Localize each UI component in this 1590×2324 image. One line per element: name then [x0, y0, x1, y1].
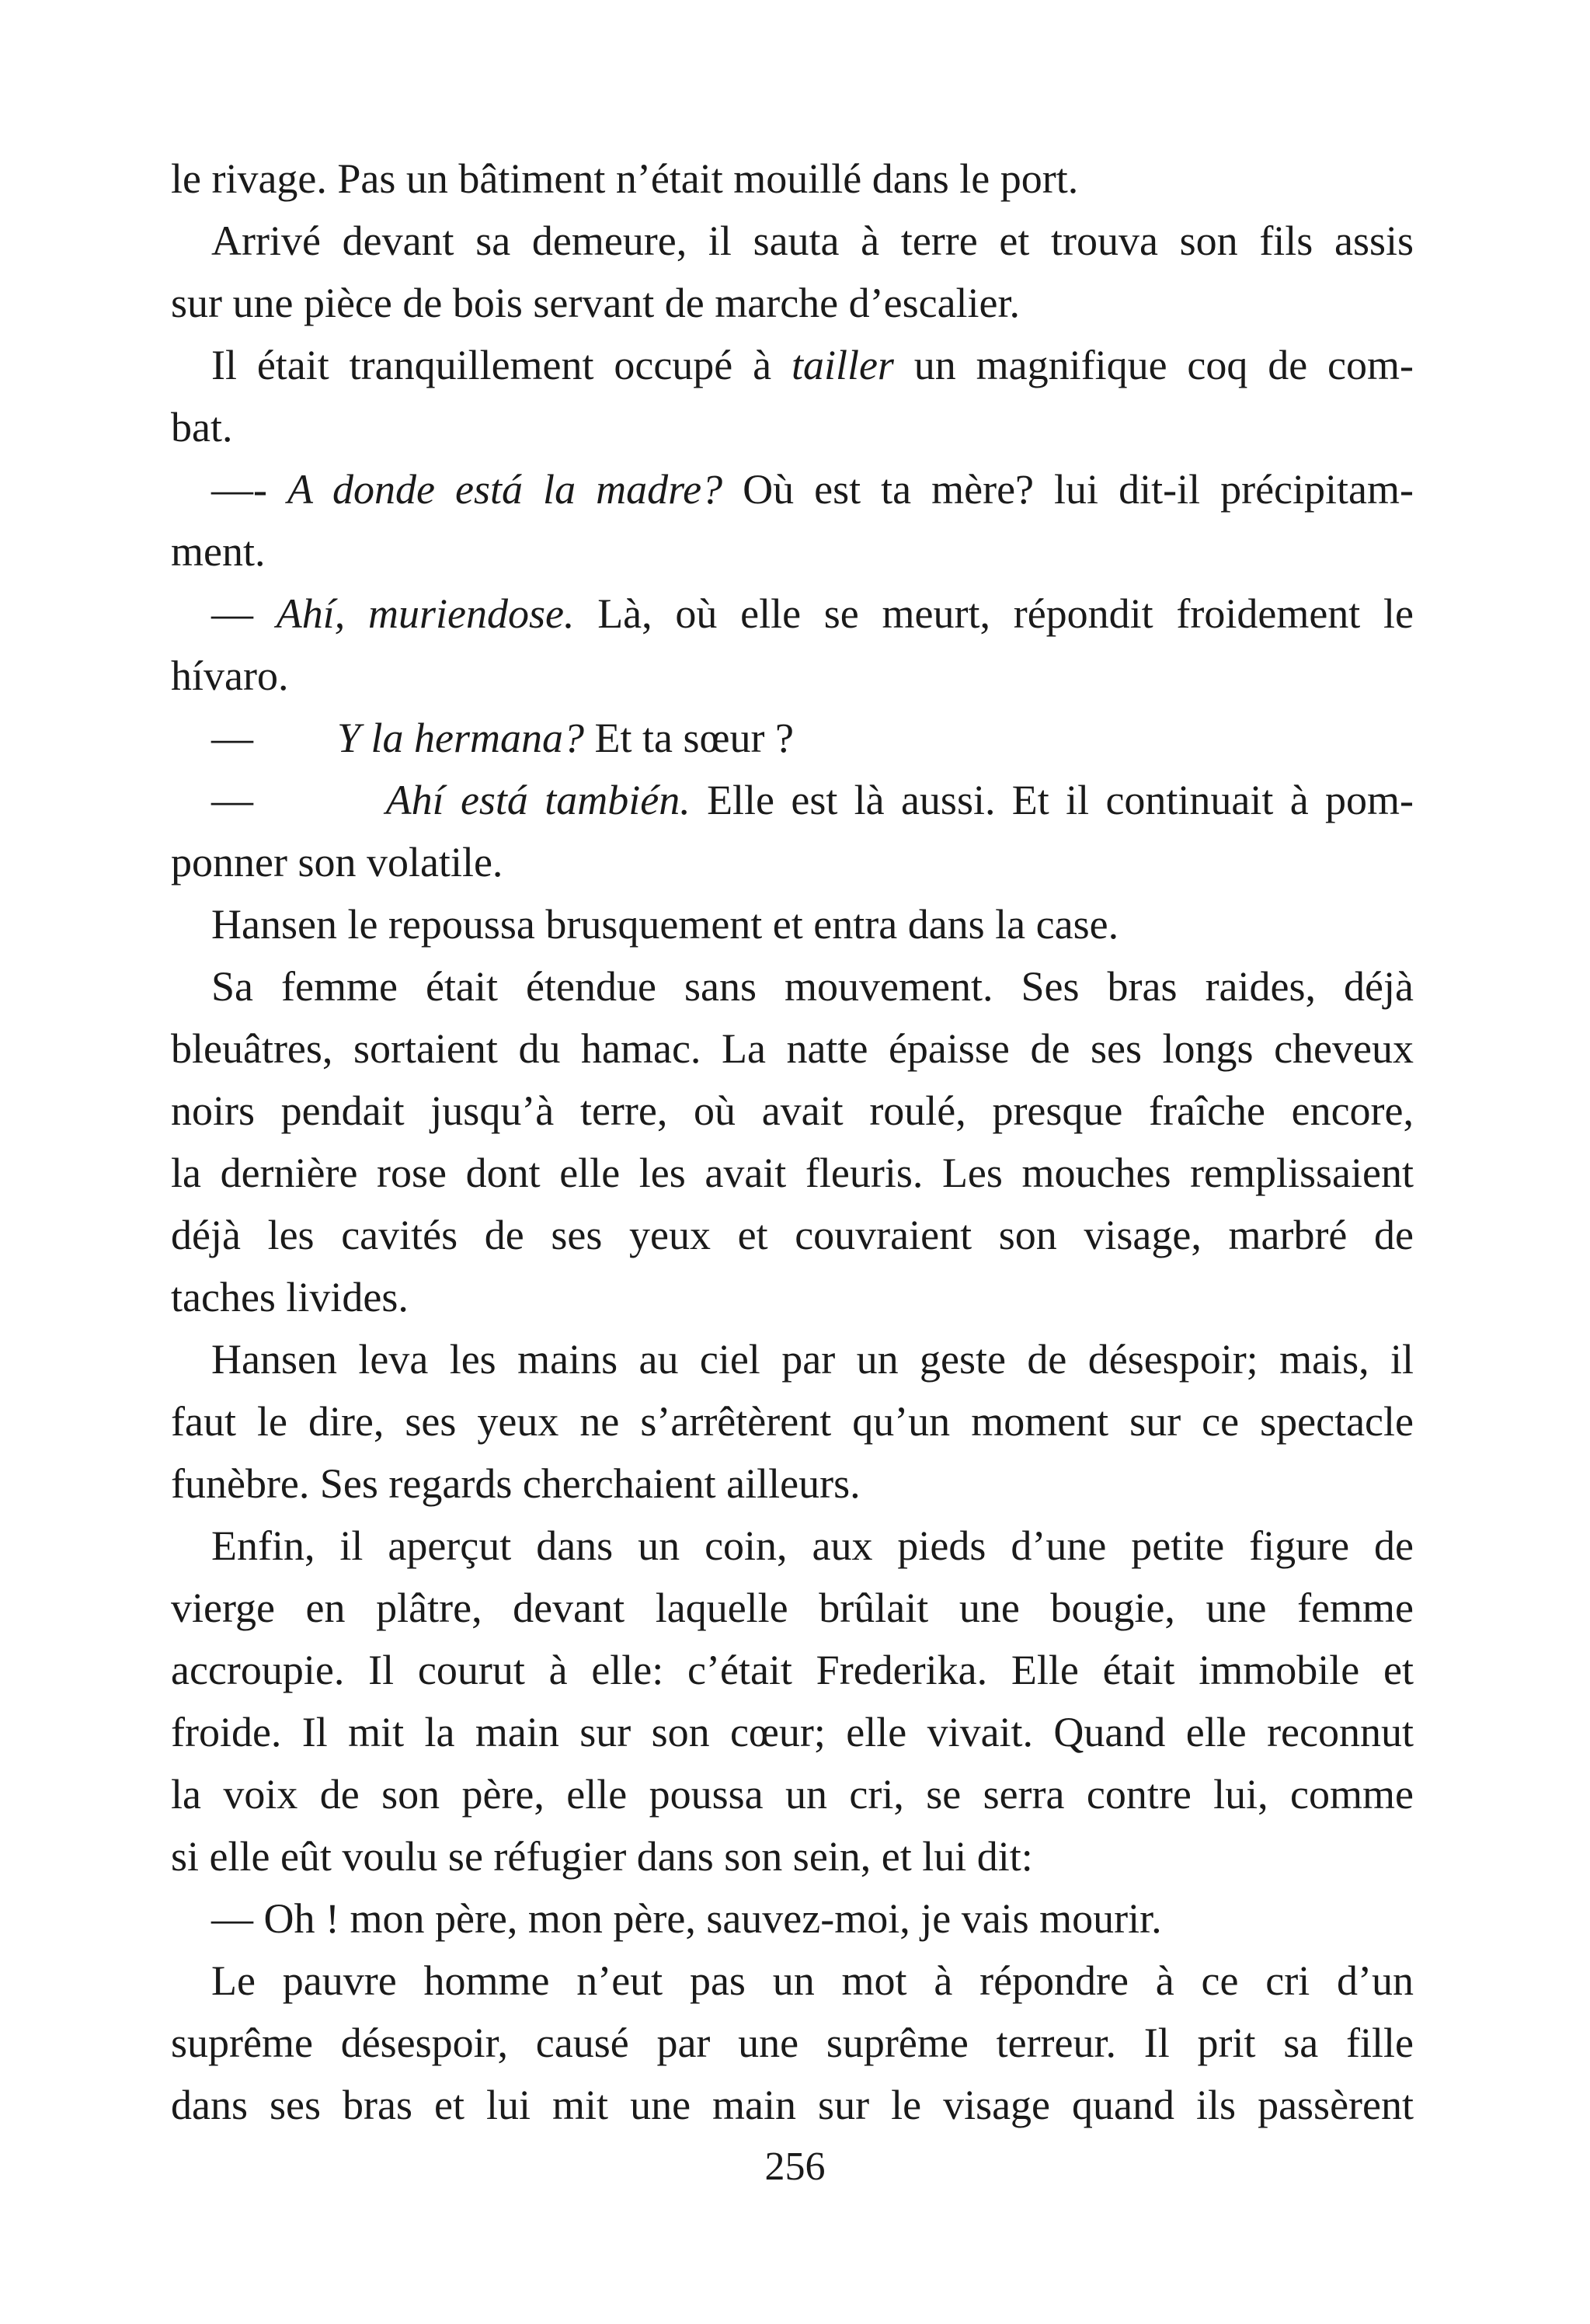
text-segment: Hansen leva les mains au ciel par un geste de désespoir; mais, il — [211, 1336, 1414, 1383]
text-segment: suprême désespoir, causé par une suprême terreur. Il prit sa fille — [171, 2020, 1414, 2066]
text-segment: Elle est là aussi. Et il continuait à pom- — [690, 777, 1414, 823]
text-segment: vierge en plâtre, devant laquelle brûlait une bougie, une femme — [171, 1585, 1414, 1631]
text-segment: Il était tranquillement occupé à — [211, 342, 792, 388]
text-line — [171, 583, 1414, 645]
page-number: 256 — [764, 2145, 826, 2189]
text-line — [171, 1515, 1414, 1577]
text-segment: dans ses bras et lui mit une main sur le visage quand ils passèrent — [171, 2082, 1414, 2128]
italic-text: Ahí está también. — [385, 777, 691, 823]
text-segment: — — [211, 777, 386, 823]
text-line — [171, 645, 1414, 707]
text-segment: noirs pendait jusqu’à terre, où avait roulé, presque fraîche encore, — [171, 1087, 1414, 1134]
text-segment: accroupie. Il courut à elle: c’était Frederika. Elle était immobile et — [171, 1647, 1414, 1693]
text-line — [171, 2074, 1414, 2136]
text-segment: Sa femme était étendue sans mouvement. Ses bras raides, déjà — [211, 963, 1414, 1010]
text-segment: si elle eût voulu se réfugier dans son sein, et lui dit: — [171, 1833, 1033, 1880]
text-line — [171, 955, 1414, 1018]
text-segment: funèbre. Ses regards cherchaient ailleurs. — [171, 1460, 861, 1507]
text-segment: Hansen le repoussa brusquement et entra dans la case. — [211, 901, 1119, 948]
text-segment: —- — [211, 466, 288, 513]
text-segment: ment. — [171, 528, 266, 575]
text-line — [171, 1452, 1414, 1515]
text-segment: sur une pièce de bois servant de marche d’escalier. — [171, 280, 1021, 326]
text-line — [171, 396, 1414, 458]
text-segment: hívaro. — [171, 652, 289, 699]
text-segment: Et ta sœur ? — [584, 715, 794, 761]
text-segment: — — [211, 590, 277, 637]
body-text — [171, 148, 1414, 2136]
text-line — [171, 707, 1414, 769]
text-line — [171, 769, 1414, 831]
italic-text: tailler — [791, 342, 894, 388]
text-line — [171, 1390, 1414, 1452]
text-segment: Arrivé devant sa demeure, il sauta à terre et trouva son fils assis — [211, 217, 1414, 264]
text-segment: — Oh ! mon père, mon père, sauvez-moi, je vais mourir. — [211, 1895, 1162, 1942]
text-segment: bat. — [171, 404, 233, 451]
text-segment: taches livides. — [171, 1274, 409, 1320]
text-line — [171, 1887, 1414, 1950]
text-line — [171, 1328, 1414, 1390]
text-line — [171, 1763, 1414, 1825]
text-line — [171, 1018, 1414, 1080]
text-segment: bleuâtres, sortaient du hamac. La natte épaisse de ses longs cheveux — [171, 1025, 1414, 1072]
text-segment: Où est ta mère? lui dit-il précipitam- — [722, 466, 1414, 513]
text-line — [171, 1266, 1414, 1328]
text-line — [171, 1080, 1414, 1142]
text-line — [171, 831, 1414, 893]
text-line — [171, 210, 1414, 272]
text-segment: déjà les cavités de ses yeux et couvraient son visage, marbré de — [171, 1212, 1414, 1258]
italic-text: Y la hermana? — [337, 715, 585, 761]
italic-text: Ahí, muriendose. — [276, 590, 575, 637]
text-line — [171, 520, 1414, 583]
text-segment: un magnifique coq de com- — [893, 342, 1414, 388]
text-segment: froide. Il mit la main sur son cœur; elle vivait. Quand elle reconnut — [171, 1709, 1414, 1755]
text-segment: Enfin, il aperçut dans un coin, aux pieds d’une petite figure de — [211, 1522, 1414, 1569]
text-segment: la dernière rose dont elle les avait fleuris. Les mouches remplissaient — [171, 1150, 1414, 1196]
text-line — [171, 458, 1414, 520]
text-segment: le rivage. Pas un bâtiment n’était mouillé dans le port. — [171, 155, 1079, 202]
text-segment: faut le dire, ses yeux ne s’arrêtèrent qu’un moment sur ce spectacle — [171, 1398, 1414, 1445]
text-line — [171, 1825, 1414, 1887]
text-segment: la voix de son père, elle poussa un cri, se serra contre lui, comme — [171, 1771, 1414, 1818]
text-line — [171, 1950, 1414, 2012]
text-line — [171, 2012, 1414, 2074]
text-line — [171, 1142, 1414, 1204]
text-segment: Là, où elle se meurt, répondit froidement le — [574, 590, 1414, 637]
italic-text: A donde está la madre? — [287, 466, 723, 513]
text-line — [171, 334, 1414, 396]
text-line — [171, 1204, 1414, 1266]
text-line — [171, 1701, 1414, 1763]
text-segment: — — [211, 715, 337, 761]
text-segment: ponner son volatile. — [171, 839, 503, 885]
text-segment: Le pauvre homme n’eut pas un mot à répondre à ce cri d’un — [211, 1957, 1414, 2004]
text-line — [171, 1577, 1414, 1639]
text-line — [171, 272, 1414, 334]
text-line — [171, 893, 1414, 955]
text-line — [171, 1639, 1414, 1701]
text-line — [171, 148, 1414, 210]
